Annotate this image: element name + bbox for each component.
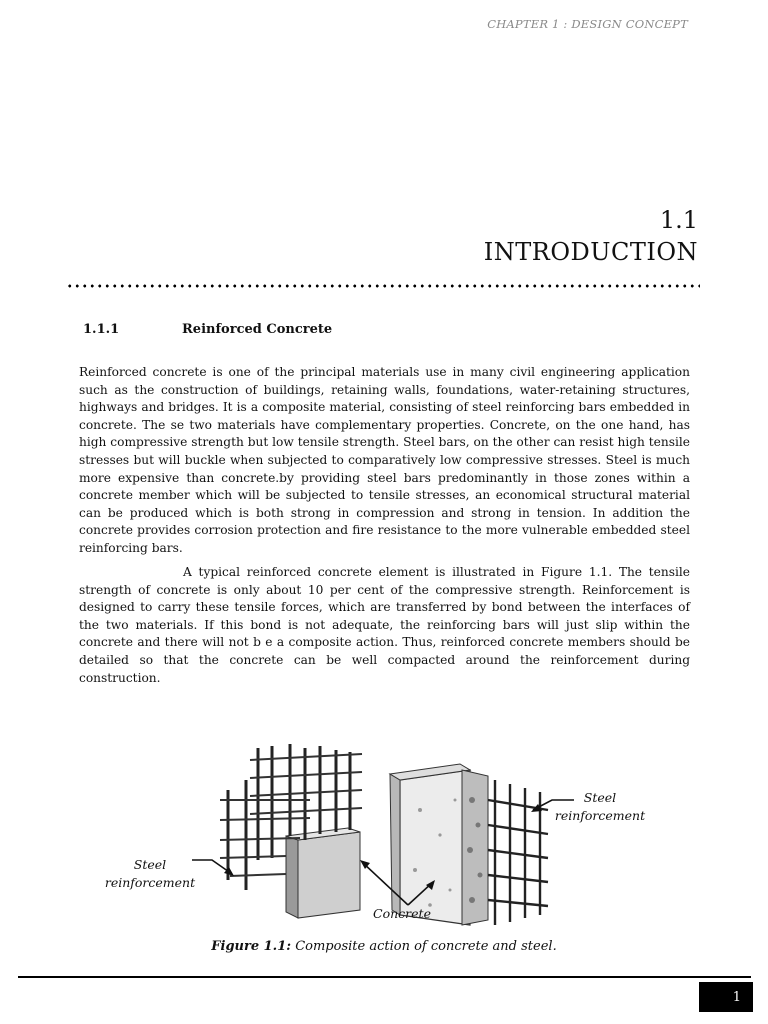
figure-caption-label: Figure 1.1: <box>211 939 292 954</box>
section-number: 1.1 <box>659 206 698 234</box>
label-concrete: Concrete <box>373 906 431 921</box>
page-number: 1 <box>732 989 741 1005</box>
wall-illustration <box>390 764 548 925</box>
chapter-header: CHAPTER 1 : DESIGN CONCEPT <box>487 17 688 31</box>
figure-reinforced-concrete-illustration <box>100 740 660 930</box>
label-steel-left-line1: Steel <box>133 857 167 872</box>
label-steel-left-line2: reinforcement <box>104 875 196 890</box>
section-title: INTRODUCTION <box>483 238 698 266</box>
figure-caption-text: Composite action of concrete and steel. <box>291 939 557 954</box>
paragraph-2: A typical reinforced concrete element is illustrated in Figure 1.1. The tensile strength of concrete is only about 10 per cent of the compressive strength. Reinforcement is designed to carry these tensile forces, which are transferred by bond between the interfaces of the two materials. If this bond is not adequate, the reinforcing bars will just slip within the concrete and there will not b e a composite action. Thus, reinforced concrete members should be detailed so that the concrete can be well compacted around the reinforcement during construction. <box>79 565 690 685</box>
column-illustration <box>220 744 362 918</box>
subsection-number: 1.1.1 <box>83 322 120 337</box>
label-steel-right-line1: Steel <box>583 790 617 805</box>
label-steel-right-line2: reinforcement <box>554 808 646 823</box>
subsection-title: Reinforced Concrete <box>182 322 333 337</box>
page-number-box <box>699 982 753 1012</box>
figure-caption <box>0 939 768 954</box>
annotation-arrows <box>192 800 574 905</box>
paragraph-1: Reinforced concrete is one of the principal materials use in many civil engineering application such as the construction of buildings, retaining walls, foundations, water-retaining structures, highways and bridges. It is a composite material, consisting of steel reinforcing bars embedded in concrete. The se two materials have complementary properties. Concrete, on the one hand, has high compressive strength but low tensile strength. Steel bars, on the other can resist high tensile stresses but will buckle when subjected to comparatively low compressive stresses. Steel is much more expensive than concrete.by providing steel bars predominantly in those zones within a concrete member which will be subjected to tensile stresses, an economical structural material can be produced which is both strong in compression and strong in tension. In addition the concrete provides corrosion protection and fire resistance to the more vulnerable embedded steel reinforcing bars. <box>79 365 690 555</box>
dotted-divider <box>66 283 700 289</box>
footer-rule <box>18 976 751 978</box>
